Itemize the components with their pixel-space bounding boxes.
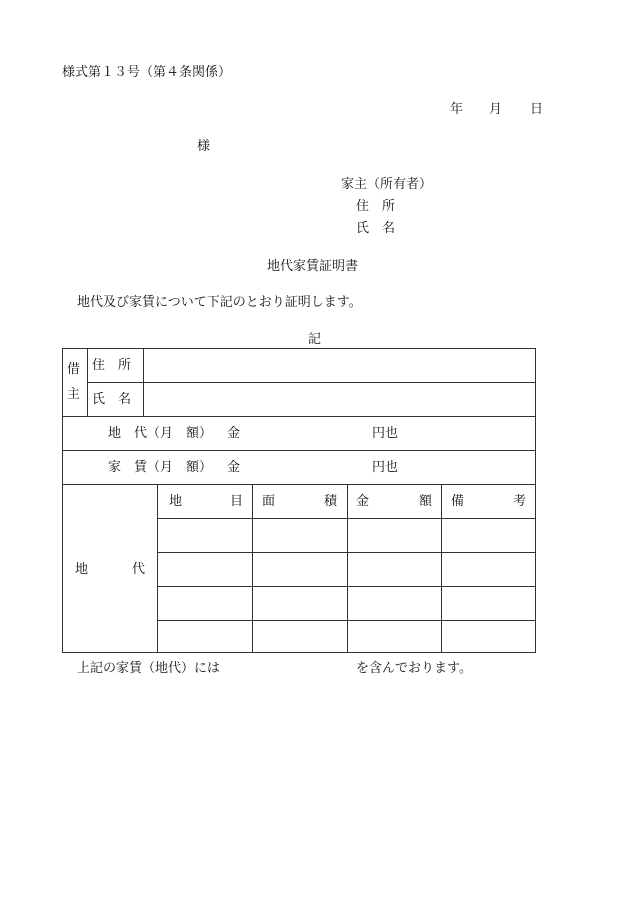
column-biko-left: 備 xyxy=(451,494,465,509)
table-rule xyxy=(62,416,536,417)
table-rule xyxy=(143,348,144,416)
table-rule xyxy=(347,484,348,653)
table-rule xyxy=(62,450,536,451)
table-rule xyxy=(62,484,536,485)
addressee-suffix: 様 xyxy=(197,139,211,154)
rent-certificate-table xyxy=(62,348,536,653)
landlord-address-label: 住 所 xyxy=(356,199,396,214)
ki-heading: 記 xyxy=(308,332,322,347)
date-month-label: 月 xyxy=(489,102,503,117)
column-chimoku-left: 地 xyxy=(169,494,183,509)
column-menseki-left: 面 xyxy=(262,494,276,509)
land-rent-kin: 金 xyxy=(227,426,241,441)
land-rent-unit: 円也 xyxy=(372,426,399,441)
footnote-right: を含んでおります。 xyxy=(356,661,472,676)
house-rent-kin: 金 xyxy=(227,460,241,475)
column-kingaku-left: 金 xyxy=(356,494,370,509)
landlord-name-label: 氏 名 xyxy=(356,221,396,236)
table-rule xyxy=(252,484,253,653)
land-section-label-right: 代 xyxy=(132,562,146,577)
borrower-address-label: 住 所 xyxy=(92,358,132,373)
date-day-label: 日 xyxy=(530,102,544,117)
footnote-left: 上記の家賃（地代）には xyxy=(77,661,221,676)
table-rule xyxy=(441,484,442,653)
table-rule xyxy=(157,484,158,653)
table-rule xyxy=(87,382,536,383)
borrower-label-top: 借 xyxy=(67,362,81,377)
column-biko-right: 考 xyxy=(513,494,527,509)
table-rule xyxy=(87,348,88,416)
column-kingaku-right: 額 xyxy=(419,494,433,509)
date-year-label: 年 xyxy=(450,102,464,117)
document-title: 地代家賃証明書 xyxy=(267,259,359,274)
landlord-label: 家主（所有者） xyxy=(341,177,433,192)
house-rent-label: 家 賃（月 額） xyxy=(108,460,213,475)
column-menseki-right: 積 xyxy=(324,494,338,509)
column-chimoku-right: 目 xyxy=(230,494,244,509)
intro-text: 地代及び家賃について下記のとおり証明します。 xyxy=(77,295,362,310)
borrower-label-bottom: 主 xyxy=(67,387,81,402)
form-number: 様式第１３号（第４条関係） xyxy=(62,65,232,80)
land-section-label-left: 地 xyxy=(75,562,89,577)
borrower-name-label: 氏 名 xyxy=(92,392,132,407)
land-rent-label: 地 代（月 額） xyxy=(108,426,213,441)
house-rent-unit: 円也 xyxy=(372,460,399,475)
